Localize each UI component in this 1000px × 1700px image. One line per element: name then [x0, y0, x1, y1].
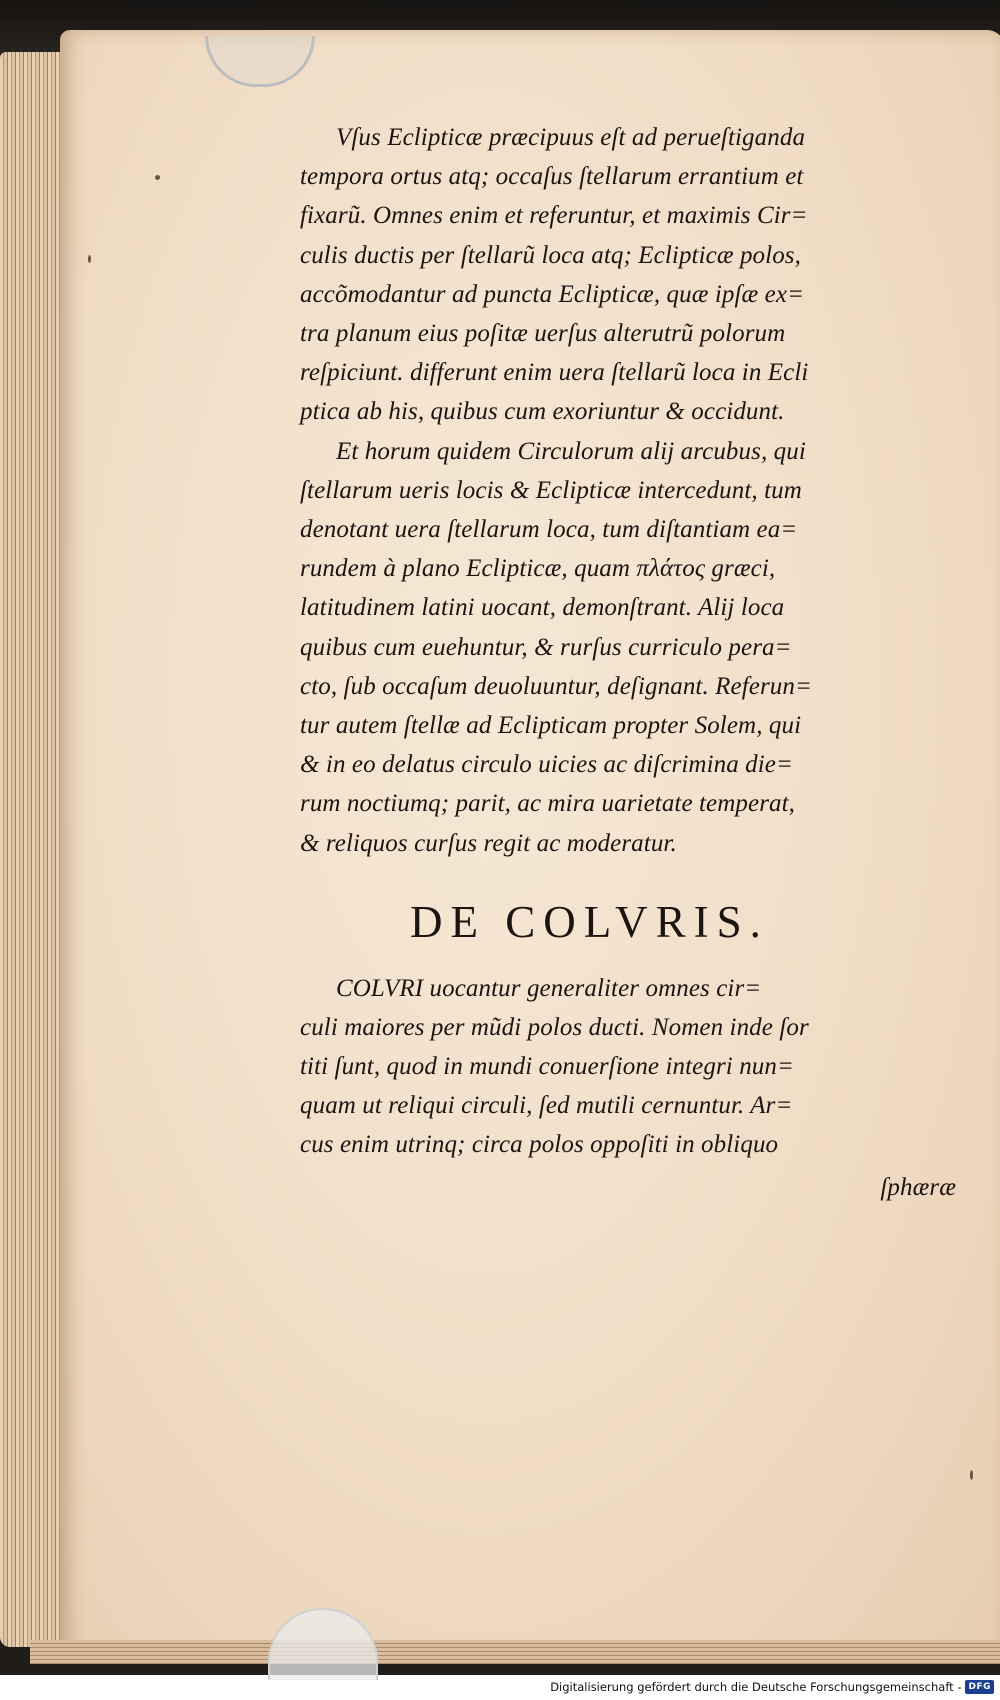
text-line: tra planum eius poſitæ uerſus alterutrũ polorum [300, 320, 786, 348]
text-line: fixarũ. Omnes enim et referuntur, et maximis Cir= [300, 202, 808, 230]
text-line: & reliquos curſus regit ac moderatur. [300, 829, 677, 857]
text-line: Et horum quidem Circulorum alij arcubus, qui [336, 437, 806, 465]
text-line: quibus cum euehuntur, & rurſus curriculo pera= [300, 633, 792, 661]
text-line: cus enim utrinq; circa polos oppoſiti in obliquo [300, 1130, 779, 1158]
text-line: accõmodantur ad puncta Eclipticæ, quæ ipſæ ex= [300, 280, 805, 308]
footer-credit-text: Digitalisierung gefördert durch die Deutsche Forschungsgemeinschaft - [550, 1680, 962, 1694]
section-heading: DE COLVRIS. [410, 896, 769, 947]
paper-speck [970, 1470, 973, 1480]
text-line: cto, ſub occaſum deuoluuntur, deſignant. Referun= [300, 672, 812, 700]
text-line: ptica ab his, quibus cum exoriuntur & occidunt. [300, 398, 785, 426]
text-line: denotant uera ſtellarum loca, tum diſtantiam ea= [300, 516, 798, 544]
text-line: rum noctiumq; parit, ac mira uarietate temperat, [300, 790, 796, 818]
paper-speck [155, 175, 160, 180]
text-line: COLVRI uocantur generaliter omnes cir= [336, 974, 762, 1002]
text-line: tempora ortus atq; occaſus ſtellarum errantium et [300, 163, 804, 191]
digitization-footer [550, 1676, 994, 1698]
page-bottom-edge [30, 1640, 1000, 1664]
text-line: quam ut reliqui circuli, ſed mutili cernuntur. Ar= [300, 1091, 793, 1119]
text-line: tur autem ſtellæ ad Eclipticam propter Solem, qui [300, 712, 802, 740]
paper-speck [88, 255, 91, 263]
dfg-logo: DFG [965, 1680, 994, 1694]
text-line: rundem à plano Eclipticæ, quam πλάτος græci, [300, 555, 776, 583]
catchword: ſphæræ [880, 1173, 956, 1201]
text-line: reſpiciunt. differunt enim uera ſtellarũ loca in Ecli [300, 359, 809, 387]
text-line: & in eo delatus circulo uicies ac diſcrimina die= [300, 751, 793, 779]
text-line: ſtellarum ueris locis & Eclipticæ intercedunt, tum [300, 476, 802, 504]
text-line: latitudinem latini uocant, demonſtrant. Alij loca [300, 594, 785, 622]
colures-paragraph [300, 969, 960, 1207]
page-text [300, 118, 960, 1207]
text-line: culi maiores per mũdi polos ducti. Nomen inde ſor [300, 1013, 809, 1041]
text-line: Vſus Eclipticæ præcipuus eſt ad perueſtiganda [336, 124, 806, 151]
text-line: titi ſunt, quod in mundi conuerſione integri nun= [300, 1052, 794, 1080]
text-line: culis ductis per ſtellarũ loca atq; Eclipticæ polos, [300, 241, 801, 269]
